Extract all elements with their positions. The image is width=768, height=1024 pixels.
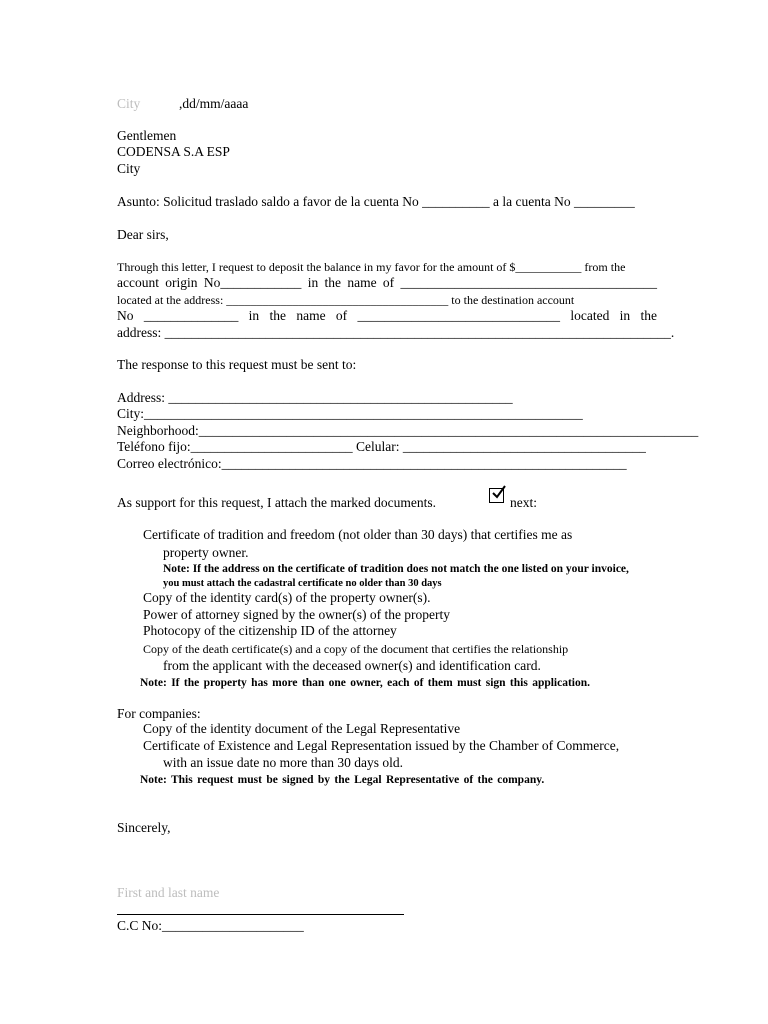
doc-item-tradition-cont: property owner. — [163, 545, 249, 560]
support-next: next: — [510, 495, 537, 510]
company-item-existence — [140, 738, 619, 755]
companies-heading: For companies: — [117, 706, 201, 721]
support-text: As support for this request, I attach the marked documents. — [117, 495, 437, 510]
city-field: City:_________________________________________________________________ — [117, 406, 583, 421]
body-line-2: account origin No____________ in the name of ______________________________________ — [117, 275, 657, 290]
recipient-line-3: City — [117, 161, 141, 176]
cc-field: C.C No:_____________________ — [117, 918, 304, 933]
city-placeholder: City — [117, 96, 141, 111]
signature-name-placeholder: First and last name — [117, 885, 220, 900]
response-intro: The response to this request must be sent to: — [117, 357, 357, 372]
doc-item-death — [140, 641, 568, 658]
doc-item-identity — [140, 590, 431, 607]
doc-item-tradition — [140, 527, 572, 544]
company-item-identity-label: Copy of the identity document of the Legal Representative — [143, 721, 461, 736]
doc-item-death-label: Copy of the death certificate(s) and a copy of the document that certifies the relationship — [143, 642, 569, 656]
doc-item-photocopy-label: Photocopy of the citizenship ID of the attorney — [143, 623, 397, 638]
recipient-line-1: Gentlemen — [117, 128, 177, 143]
body-line-1: Through this letter, I request to deposit the balance in my favor for the amount of $___________ from the — [117, 260, 626, 274]
doc-item-power-label: Power of attorney signed by the owner(s) of the property — [143, 607, 451, 622]
tradition-note-1: Note: If the address on the certificate of tradition does not match the one listed on your invoice, — [163, 563, 629, 575]
doc-item-photocopy — [140, 623, 397, 640]
doc-item-tradition-label: Certificate of tradition and freedom (not older than 30 days) that certifies me as — [143, 527, 573, 542]
neighborhood-field: Neighborhood:__________________________________________________________________________ — [117, 423, 699, 438]
tradition-note-2: you must attach the cadastral certificate no older than 30 days — [163, 578, 442, 589]
company-item-existence-cont: with an issue date no more than 30 days old. — [163, 755, 403, 770]
date-field: ,dd/mm/aaaa — [179, 96, 249, 111]
doc-item-identity-label: Copy of the identity card(s) of the property owner(s). — [143, 590, 431, 605]
greeting: Dear sirs, — [117, 227, 169, 242]
signature-line — [117, 914, 404, 915]
email-field: Correo electrónico:____________________________________________________________ — [117, 456, 627, 471]
closing: Sincerely, — [117, 820, 171, 835]
body-line-3: located at the address: _____________________________________ to the destination account — [117, 293, 575, 307]
check-mark-icon — [489, 488, 504, 503]
address-field: Address: ___________________________________________________ — [117, 390, 513, 405]
doc-item-death-cont: from the applicant with the deceased owner(s) and identification card. — [163, 658, 541, 673]
companies-note: Note: This request must be signed by the Legal Representative of the company. — [140, 774, 545, 786]
owners-note: Note: If the property has more than one owner, each of them must sign this application. — [140, 677, 591, 689]
recipient-line-2: CODENSA S.A ESP — [117, 144, 230, 159]
company-item-existence-label: Certificate of Existence and Legal Representation issued by the Chamber of Commerce, — [143, 738, 620, 753]
body-line-5: address: ___________________________________________________________________________. — [117, 325, 675, 340]
doc-item-power — [140, 607, 450, 624]
company-item-identity — [140, 721, 460, 738]
phone-mobile-field: Teléfono fijo:________________________ Celular: ____________________________________ — [117, 439, 646, 454]
subject-line: Asunto: Solicitud traslado saldo a favor de la cuenta No __________ a la cuenta No _________ — [117, 194, 635, 209]
body-line-4: No ______________ in the name of ______________________________ located in the — [117, 308, 657, 323]
